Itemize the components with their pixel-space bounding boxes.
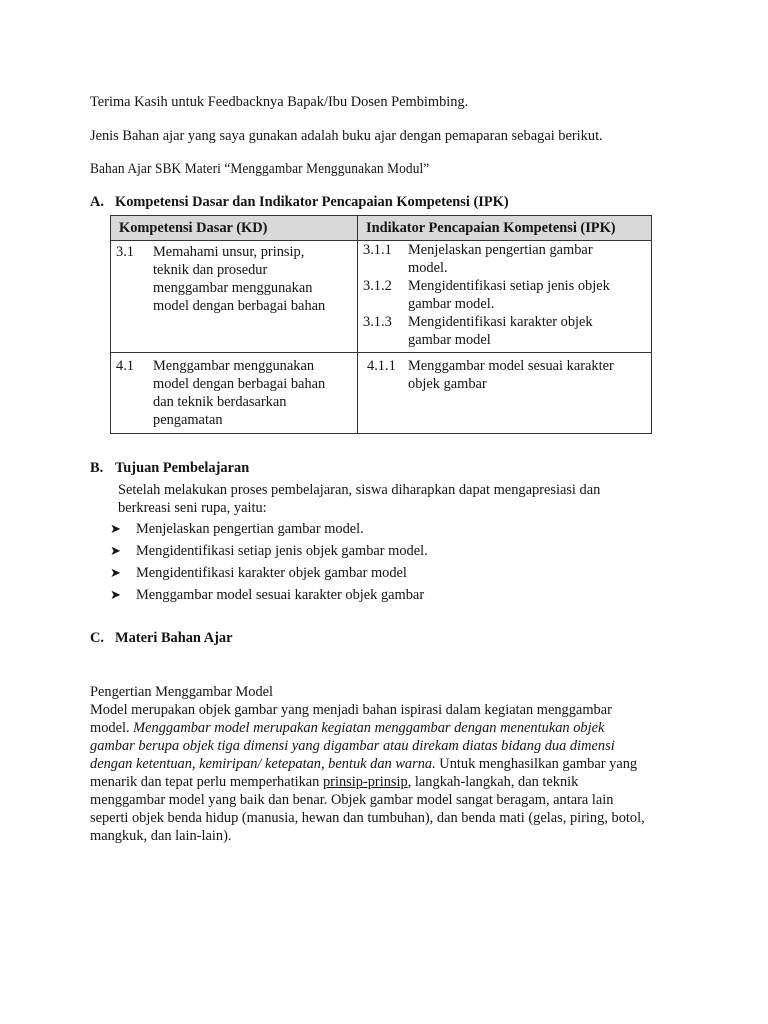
list-item [110,564,407,582]
ipk-text-line: model. [408,260,448,276]
kd-cell [111,353,358,434]
table-row [111,241,652,353]
competency-table [110,215,652,434]
kd-text-line: Memahami unsur, prinsip, [153,244,305,260]
ipk-number: 3.1.1 [363,242,392,258]
intro-line-3: Bahan Ajar SBK Materi “Menggambar Menggunakan Modul” [90,161,430,177]
kd-text-line: model dengan berbagai bahan [153,376,326,392]
ipk-cell [358,241,652,353]
intro-line-1: Terima Kasih untuk Feedbacknya Bapak/Ibu Dosen Pembimbing. [90,94,469,110]
section-c-heading [90,629,233,647]
table-row [111,353,652,434]
kd-text-line: pengamatan [153,412,223,428]
list-item-text: Mengidentifikasi karakter objek gambar model [136,565,407,581]
prinsip-link[interactable]: prinsip-prinsip [322,774,408,790]
materi-subtitle: Pengertian Menggambar Model [90,684,274,700]
list-item [110,542,428,560]
ipk-text-line: Menjelaskan pengertian gambar [408,242,593,258]
arrow-bullet-icon: ➤ [110,565,121,580]
materi-line: model. Menggambar model merupakan kegiatan menggambar dengan menentukan objek [90,720,605,736]
ipk-number: 3.1.2 [363,278,392,294]
intro-line-2: Jenis Bahan ajar yang saya gunakan adalah buku ajar dengan pemaparan sebagai berikut. [90,128,603,144]
list-item [110,586,424,604]
section-a-title: Kompetensi Dasar dan Indikator Pencapaian Kompetensi (IPK) [115,194,509,210]
materi-line: menggambar model yang baik dan benar. Objek gambar model sangat beragam, antara lain [90,792,614,808]
kd-text-line: teknik dan prosedur [153,262,268,278]
kd-cell [111,241,358,353]
kd-text-line: model dengan berbagai bahan [153,298,326,314]
ipk-cell [358,353,652,434]
ipk-text-line: Mengidentifikasi karakter objek [408,314,593,330]
section-c-letter: C. [90,630,104,646]
kd-number: 3.1 [116,244,134,260]
materi-line: seperti objek benda hidup (manusia, hewan dan tumbuhan), dan benda mati (gelas, piring, botol, [90,810,645,826]
ipk-text-line: gambar model [408,332,491,348]
materi-line: menarik dan tepat perlu memperhatikan prinsip-prinsip, langkah-langkah, dan teknik [90,774,579,790]
materi-line: gambar berupa objek tiga dimensi yang digambar atau direkam diatas bidang dua dimensi [90,738,615,754]
arrow-bullet-icon: ➤ [110,521,121,536]
section-b-intro-line: Setelah melakukan proses pembelajaran, siswa diharapkan dapat mengapresiasi dan [118,482,601,498]
ipk-text-line: Mengidentifikasi setiap jenis objek [408,278,610,294]
section-b-letter: B. [90,460,104,476]
list-item-text: Menggambar model sesuai karakter objek gambar [136,587,425,603]
kd-text-line: dan teknik berdasarkan [153,394,287,410]
kd-text-line: menggambar menggunakan [153,280,313,296]
list-item [110,520,364,538]
section-a-letter: A. [90,194,104,210]
materi-line: dengan ketentuan, kemiripan/ ketepatan, bentuk dan warna. Untuk menghasilkan gambar yang [90,756,638,772]
section-b-title: Tujuan Pembelajaran [115,460,250,476]
section-b-intro-line: berkreasi seni rupa, yaitu: [118,500,267,516]
kd-text-line: Menggambar menggunakan [153,358,315,374]
arrow-bullet-icon: ➤ [110,543,121,558]
ipk-number: 3.1.3 [363,314,392,330]
ipk-number: 4.1.1 [367,358,396,374]
section-c-title: Materi Bahan Ajar [115,630,233,646]
list-item-text: Menjelaskan pengertian gambar model. [136,521,364,537]
section-b-heading [90,459,249,477]
materi-line: Model merupakan objek gambar yang menjadi bahan ispirasi dalam kegiatan menggambar [90,702,612,718]
arrow-bullet-icon: ➤ [110,587,121,602]
materi-line: mangkuk, dan lain-lain). [90,828,232,844]
ipk-text-line: Menggambar model sesuai karakter [408,358,614,374]
table-header-kd: Kompetensi Dasar (KD) [111,216,358,241]
section-a-heading [90,193,509,211]
list-item-text: Mengidentifikasi setiap jenis objek gambar model. [136,543,428,559]
table-header-row [111,216,652,241]
table-header-ipk: Indikator Pencapaian Kompetensi (IPK) [358,216,652,241]
kd-number: 4.1 [116,358,134,374]
ipk-text-line: objek gambar [408,376,487,392]
ipk-text-line: gambar model. [408,296,495,312]
